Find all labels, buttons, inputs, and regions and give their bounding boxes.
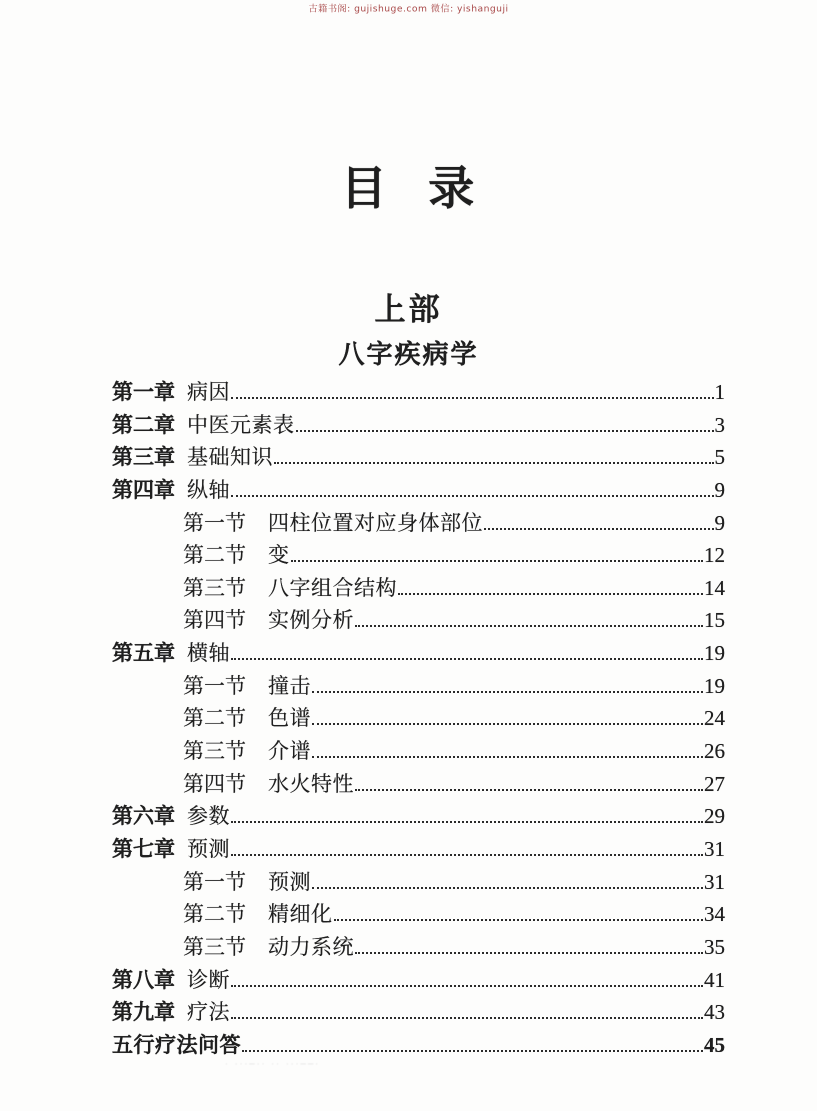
- dot-leader: [312, 722, 703, 725]
- toc-entry-title: 预测: [268, 869, 311, 894]
- dot-leader: [398, 592, 703, 595]
- toc-entry-page: 31: [704, 836, 725, 861]
- toc-entry-title: 诊断: [187, 967, 230, 992]
- toc-entry-title: 四柱位置对应身体部位: [268, 510, 483, 535]
- toc-entry-page: 3: [714, 412, 725, 437]
- toc-entry-label: 第三章: [112, 445, 175, 470]
- toc-entry: [112, 996, 725, 1029]
- toc-entry-page: 5: [714, 445, 725, 470]
- toc-entry-label: 第三节: [183, 934, 246, 959]
- dot-leader: [312, 755, 703, 758]
- toc-entry-title: 变: [268, 543, 290, 568]
- dot-leader: [334, 918, 704, 921]
- toc-entry-label: 第二节: [183, 543, 246, 568]
- watermark-text: 古籍书阁: gujishuge.com 微信: yishanguji: [308, 4, 509, 15]
- toc-entry-label: 第四节: [183, 608, 246, 633]
- dot-leader: [355, 624, 703, 627]
- toc-entry-label: 第四章: [112, 477, 175, 502]
- toc-entry-label: 第二节: [183, 706, 246, 731]
- toc-entry: [112, 1029, 725, 1062]
- toc-entry-title: 横轴: [187, 641, 230, 666]
- dot-leader: [312, 690, 703, 693]
- toc-entry-title: 动力系统: [268, 934, 354, 959]
- dot-leader: [231, 396, 714, 399]
- toc-entry-label: 第九章: [112, 1000, 175, 1025]
- scan-bleed-artifact: · ···─·· ·· ···──·: [225, 1060, 321, 1070]
- dot-leader: [242, 1049, 703, 1052]
- toc-entry-title: 病因: [187, 380, 230, 404]
- dot-leader: [231, 494, 714, 497]
- toc-entry-page: 9: [714, 510, 725, 535]
- toc-entry-title: 水火特性: [268, 771, 354, 796]
- toc-entry-page: 31: [704, 869, 725, 894]
- toc-entry: [112, 474, 725, 507]
- toc-entry: [112, 800, 725, 833]
- toc-entry-title: 疗法: [187, 1000, 230, 1025]
- toc-entry-title: 实例分析: [268, 608, 354, 633]
- dot-leader: [231, 853, 703, 856]
- dot-leader: [355, 788, 703, 791]
- toc-entry-page: 45: [704, 1032, 725, 1057]
- toc-entry: [112, 833, 725, 866]
- dot-leader: [355, 951, 703, 954]
- dot-leader: [231, 1016, 703, 1019]
- toc-entry-page: 19: [704, 641, 725, 666]
- toc-entry: [112, 539, 725, 572]
- toc-entry: [112, 670, 725, 703]
- toc-entry-label: 第一节: [183, 869, 246, 894]
- toc-entry-page: 24: [704, 706, 725, 731]
- toc-entry-page: 14: [704, 575, 725, 600]
- toc-entry-title: 八字组合结构: [268, 575, 397, 600]
- toc-entry-page: 43: [704, 1000, 725, 1025]
- toc-entry: [112, 735, 725, 768]
- dot-leader: [291, 559, 704, 562]
- toc-entry-title: 撞击: [268, 673, 311, 698]
- toc-entry-page: 1: [714, 380, 725, 404]
- page-title: 目 录: [340, 163, 477, 214]
- toc-entry-label: 第七章: [112, 836, 175, 861]
- dot-leader: [231, 984, 703, 987]
- toc-entry-page: 26: [704, 739, 725, 764]
- table-of-contents: [112, 376, 725, 1061]
- dot-leader: [312, 886, 703, 889]
- toc-entry-label: 第三节: [183, 739, 246, 764]
- toc-entry-title: 预测: [187, 836, 230, 861]
- toc-entry-label: 第四节: [183, 771, 246, 796]
- toc-entry: [112, 898, 725, 931]
- toc-entry-title: 基础知识: [187, 445, 273, 470]
- toc-entry-label: 第一节: [183, 510, 246, 535]
- dot-leader: [274, 461, 714, 464]
- toc-entry-label: 第六章: [112, 804, 175, 829]
- toc-entry-label: 第五章: [112, 641, 175, 666]
- toc-entry-title: 色谱: [268, 706, 311, 731]
- toc-entry-title: 精细化: [268, 902, 333, 927]
- toc-entry-page: 9: [714, 477, 725, 502]
- toc-entry: [112, 768, 725, 801]
- toc-entry-label: 第三节: [183, 575, 246, 600]
- toc-entry: [112, 441, 725, 474]
- toc-entry-label: 第二章: [112, 412, 175, 437]
- toc-entry-page: 29: [704, 804, 725, 829]
- toc-entry-label: 第一章: [112, 380, 175, 404]
- dot-leader: [231, 657, 703, 660]
- toc-entry-title: 纵轴: [187, 477, 230, 502]
- toc-entry-title: 参数: [187, 804, 230, 829]
- dot-leader: [231, 820, 703, 823]
- toc-entry-title: 介谱: [268, 739, 311, 764]
- toc-entry: [112, 702, 725, 735]
- part-subtitle: 八字疾病学: [338, 340, 479, 369]
- toc-entry-page: 27: [704, 771, 725, 796]
- dot-leader: [296, 429, 714, 432]
- toc-entry-page: 19: [704, 673, 725, 698]
- toc-entry-title: 五行疗法问答: [112, 1032, 241, 1057]
- part-heading: 上部: [374, 292, 443, 327]
- dot-leader: [484, 527, 714, 530]
- toc-entry: [112, 866, 725, 899]
- toc-entry: [112, 931, 725, 964]
- toc-entry-page: 34: [704, 902, 725, 927]
- toc-entry-page: 12: [704, 543, 725, 568]
- toc-entry: [112, 604, 725, 637]
- toc-entry-page: 15: [704, 608, 725, 633]
- toc-entry: [112, 637, 725, 670]
- toc-entry-page: 35: [704, 934, 725, 959]
- toc-entry-label: 第一节: [183, 673, 246, 698]
- toc-entry-label: 第八章: [112, 967, 175, 992]
- toc-entry-title: 中医元素表: [187, 412, 295, 437]
- toc-entry-page: 41: [704, 967, 725, 992]
- toc-entry: [112, 572, 725, 605]
- toc-entry-label: 第二节: [183, 902, 246, 927]
- toc-entry: [112, 964, 725, 997]
- toc-entry: [112, 507, 725, 540]
- toc-entry: [112, 376, 725, 409]
- toc-entry: [112, 409, 725, 442]
